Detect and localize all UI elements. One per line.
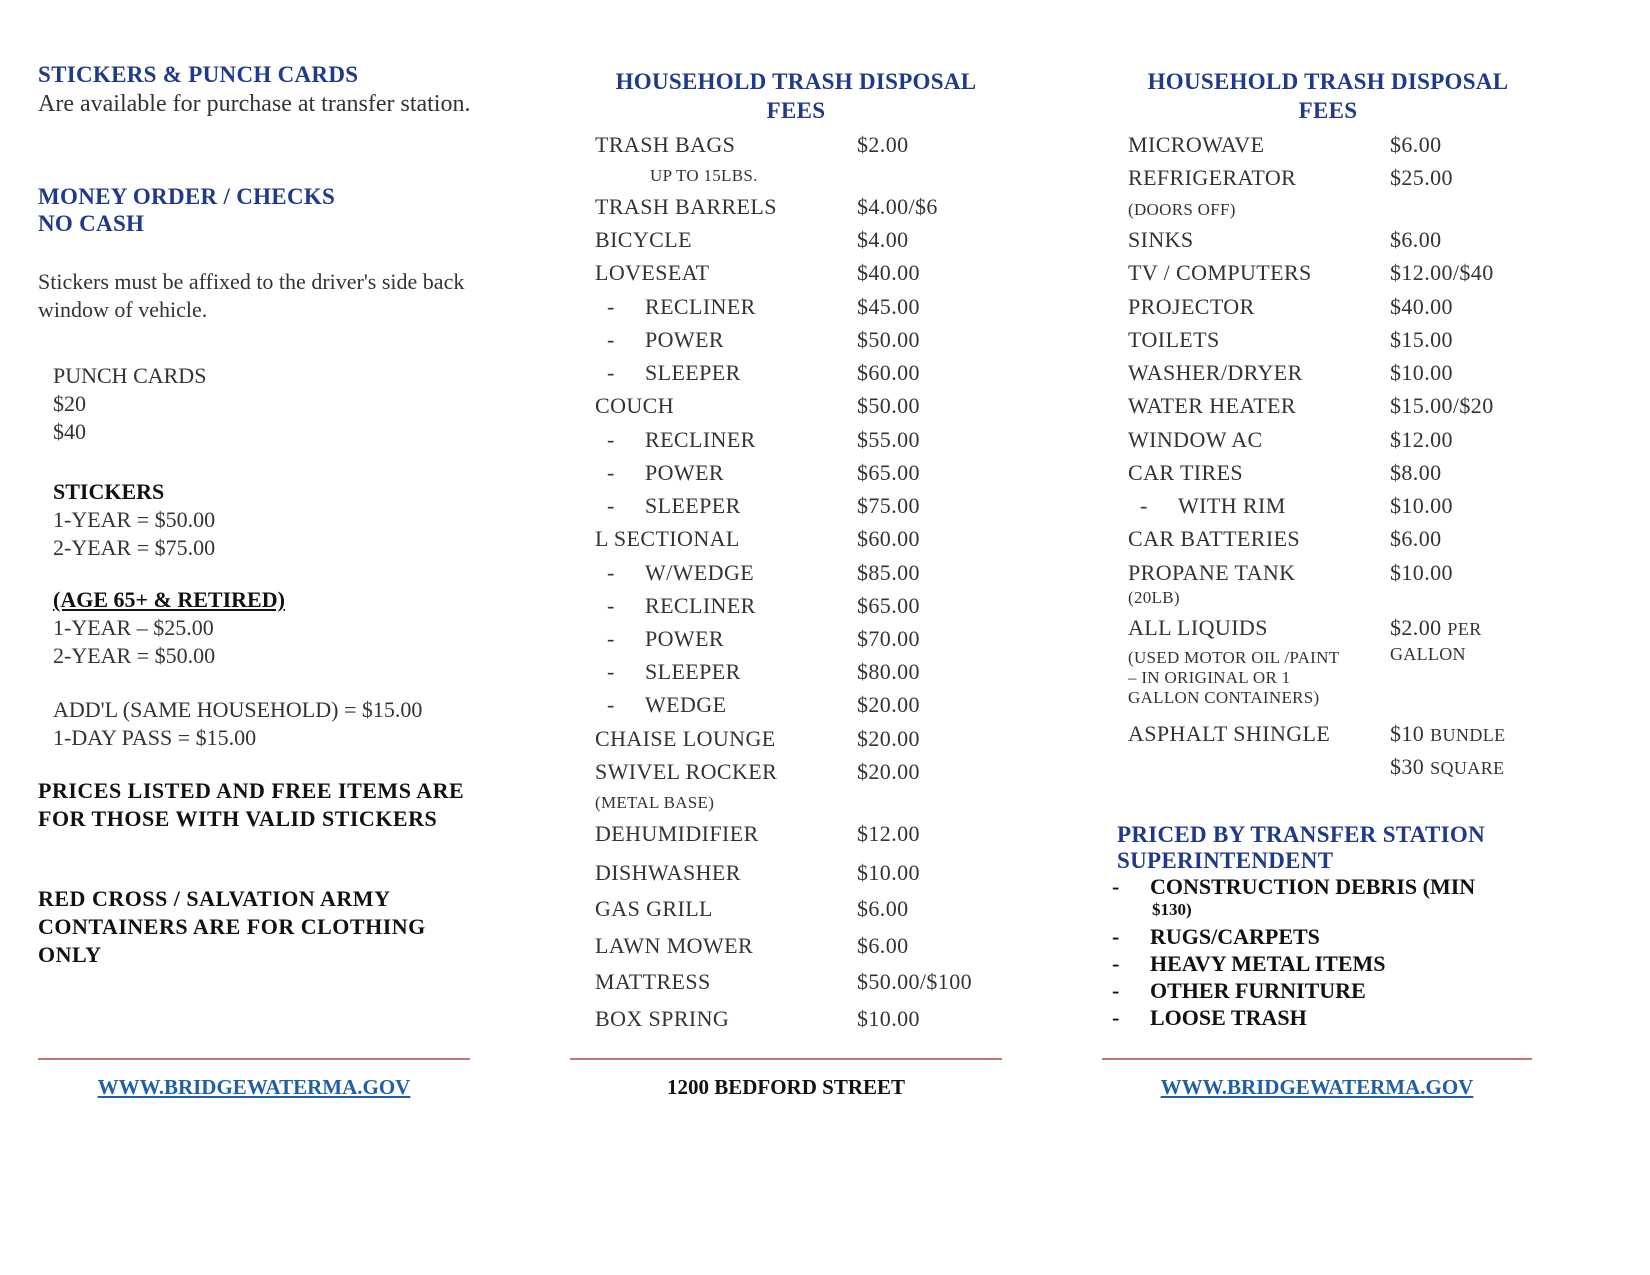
senior-label: (AGE 65+ & RETIRED)	[53, 587, 285, 612]
right-footer[interactable]	[1102, 1075, 1532, 1100]
item-name: CHAISE LOUNGE	[595, 726, 776, 751]
fee-row	[1128, 721, 1506, 747]
sub-item-dash: -	[607, 327, 615, 352]
middle-heading-line-1: HOUSEHOLD TRASH DISPOSAL	[615, 69, 977, 94]
item-price: $50.00	[857, 327, 920, 352]
fee-row	[595, 194, 938, 220]
fee-row	[595, 692, 920, 718]
fee-row	[1128, 294, 1453, 320]
fee-row	[595, 427, 920, 453]
superintendent-item-label: LOOSE TRASH	[1150, 1005, 1307, 1030]
item-name: DEHUMIDIFIER	[595, 821, 759, 846]
item-price: $6.00	[1390, 132, 1442, 157]
item-price: $2.00	[857, 132, 909, 157]
item-price: $8.00	[1390, 460, 1442, 485]
middle-heading-line-2: FEES	[766, 98, 826, 123]
item-price: $10.00	[857, 860, 920, 885]
sub-item-dash: -	[607, 427, 615, 452]
item-name: MICROWAVE	[1128, 132, 1265, 157]
fee-row	[1128, 393, 1494, 419]
liquids-per: PER	[1447, 619, 1482, 639]
fee-row	[595, 526, 920, 552]
bullet-dash: -	[1112, 951, 1120, 976]
item-price: $6.00	[857, 896, 909, 921]
fee-row	[595, 933, 909, 959]
superintendent-item-label: HEAVY METAL ITEMS	[1150, 951, 1386, 976]
item-name: PROPANE TANK	[1128, 560, 1296, 585]
day-pass: 1-DAY PASS = $15.00	[53, 725, 257, 750]
item-price: $65.00	[857, 593, 920, 618]
item-price: $25.00	[1390, 165, 1453, 190]
addl-household: ADD'L (SAME HOUSEHOLD) = $15.00	[53, 697, 423, 722]
item-price: $50.00/$100	[857, 969, 973, 994]
fee-row	[595, 969, 973, 995]
superintendent-item-label: CONSTRUCTION DEBRIS (MIN	[1150, 874, 1476, 899]
senior-price-1: 1-YEAR – $25.00	[53, 615, 214, 640]
item-name: WATER HEATER	[1128, 393, 1296, 418]
item-price: $10.00	[1390, 360, 1453, 385]
fee-row	[1128, 493, 1453, 519]
fee-row	[1128, 427, 1453, 453]
fee-row	[1128, 560, 1453, 586]
item-price: $20.00	[857, 726, 920, 751]
right-heading-line-1: HOUSEHOLD TRASH DISPOSAL	[1147, 69, 1509, 94]
sub-item-dash: -	[607, 294, 615, 319]
item-price: $12.00	[1390, 427, 1453, 452]
item-name: SLEEPER	[645, 659, 741, 684]
liquids-note-3: GALLON CONTAINERS)	[1128, 688, 1320, 707]
fee-row	[595, 860, 920, 886]
available-text: Are available for purchase at transfer station.	[38, 91, 471, 117]
sub-item-dash: -	[607, 360, 615, 385]
item-price: $55.00	[857, 427, 920, 452]
item-price: $40.00	[857, 260, 920, 285]
senior-price-2: 2-YEAR = $50.00	[53, 643, 216, 668]
liquids-note-2: – IN ORIGINAL OR 1	[1128, 668, 1291, 687]
item-name: BICYCLE	[595, 227, 692, 252]
item-price: $40.00	[1390, 294, 1453, 319]
item-name: SWIVEL ROCKER	[595, 759, 778, 784]
item-price: $80.00	[857, 659, 920, 684]
valid-stickers-notice: PRICES LISTED AND FREE ITEMS ARE FOR THOSE WITH VALID STICKERS	[38, 778, 465, 831]
bullet-dash: -	[1112, 1005, 1120, 1030]
item-name: MATTRESS	[595, 969, 711, 994]
middle-divider	[570, 1058, 1002, 1060]
trash-bags-note: UP TO 15LBS.	[650, 166, 758, 185]
item-name: W/WEDGE	[645, 560, 755, 585]
middle-heading	[590, 67, 1002, 125]
punch-price-2: $40	[53, 419, 86, 444]
item-name: GAS GRILL	[595, 896, 713, 921]
item-name: RECLINER	[645, 294, 756, 319]
superintendent-heading: PRICED BY TRANSFER STATION	[1117, 822, 1485, 847]
fee-row	[595, 260, 920, 286]
fee-row	[595, 1006, 920, 1032]
item-name: L SECTIONAL	[595, 526, 740, 551]
item-price: $50.00	[857, 393, 920, 418]
item-price: $10.00	[1390, 493, 1453, 518]
refrigerator-note: (DOORS OFF)	[1128, 200, 1236, 219]
fee-row	[595, 659, 920, 685]
fee-row	[1128, 460, 1442, 486]
fee-row	[595, 493, 920, 519]
no-cash-heading: NO CASH	[38, 211, 145, 236]
fee-row	[595, 460, 920, 486]
superintendent-item	[1112, 951, 1386, 977]
item-price	[1390, 615, 1482, 641]
item-name: COUCH	[595, 393, 675, 418]
liquids-unit: GALLON	[1390, 644, 1466, 664]
item-price: $15.00	[1390, 327, 1453, 352]
item-name: WINDOW AC	[1128, 427, 1263, 452]
fee-row	[595, 821, 920, 847]
item-name: SLEEPER	[645, 493, 741, 518]
item-name: POWER	[645, 626, 724, 651]
superintendent-item-label: RUGS/CARPETS	[1150, 924, 1320, 949]
fee-row	[1128, 526, 1442, 552]
item-price: $10.00	[1390, 560, 1453, 585]
item-name: RECLINER	[645, 427, 756, 452]
fee-row	[595, 626, 920, 652]
item-price: $4.00	[857, 227, 909, 252]
sub-item-dash: -	[607, 560, 615, 585]
sub-item-dash: -	[607, 593, 615, 618]
fee-row	[595, 726, 920, 752]
sub-item-dash: -	[607, 692, 615, 717]
item-price: $45.00	[857, 294, 920, 319]
sticker-note: Stickers must be affixed to the driver's side back window of vehicle.	[38, 269, 465, 322]
item-price: $6.00	[1390, 526, 1442, 551]
item-price: $65.00	[857, 460, 920, 485]
swivel-note: (METAL BASE)	[595, 793, 715, 812]
sticker-price-2: 2-YEAR = $75.00	[53, 535, 216, 560]
sub-item-dash: -	[607, 626, 615, 651]
fee-row	[595, 227, 909, 253]
item-name: ASPHALT SHINGLE	[1128, 721, 1331, 746]
item-price: $20.00	[857, 759, 920, 784]
fee-row	[595, 393, 920, 419]
item-price: $75.00	[857, 493, 920, 518]
item-name: WITH RIM	[1178, 493, 1286, 518]
liquids-note-1: (USED MOTOR OIL /PAINT	[1128, 648, 1340, 667]
bullet-dash: -	[1112, 874, 1120, 899]
item-name: WEDGE	[645, 692, 727, 717]
item-price	[1390, 721, 1506, 747]
square-unit: SQUARE	[1430, 758, 1505, 778]
item-price: $85.00	[857, 560, 920, 585]
clothing-notice: RED CROSS / SALVATION ARMY CONTAINERS ARE FOR CLOTHING ONLY	[38, 886, 426, 967]
min-price: $130)	[1152, 900, 1192, 919]
item-name: PROJECTOR	[1128, 294, 1255, 319]
superintendent-item	[1112, 874, 1475, 900]
item-name: LAWN MOWER	[595, 933, 754, 958]
item-price: $12.00/$40	[1390, 260, 1494, 285]
item-name: TV / COMPUTERS	[1128, 260, 1312, 285]
bullet-dash: -	[1112, 924, 1120, 949]
stickers-label: STICKERS	[53, 479, 165, 504]
website-link[interactable]: WWW.BRIDGEWATERMA.GOV	[97, 1075, 411, 1099]
punch-cards-label: PUNCH CARDS	[53, 363, 207, 388]
fee-row	[1128, 260, 1494, 286]
item-price: $6.00	[1390, 227, 1442, 252]
punch-price-1: $20	[53, 391, 86, 416]
item-price: $20.00	[857, 692, 920, 717]
item-price: $12.00	[857, 821, 920, 846]
fee-row	[595, 294, 920, 320]
fee-row	[595, 759, 920, 785]
item-name: POWER	[645, 460, 724, 485]
superintendent-item	[1112, 924, 1320, 950]
fee-row	[595, 896, 909, 922]
left-divider	[38, 1058, 470, 1060]
fee-row	[1128, 227, 1442, 253]
right-heading-line-2: FEES	[1298, 98, 1358, 123]
item-name: REFRIGERATOR	[1128, 165, 1297, 190]
fee-row	[1128, 132, 1442, 158]
website-link[interactable]: WWW.BRIDGEWATERMA.GOV	[1160, 1075, 1474, 1099]
money-heading: MONEY ORDER / CHECKS	[38, 184, 336, 209]
item-price: $10.00	[857, 1006, 920, 1031]
sub-item-dash: -	[607, 460, 615, 485]
liquids-price: $2.00	[1390, 615, 1442, 640]
item-name: CAR TIRES	[1128, 460, 1244, 485]
item-name: SLEEPER	[645, 360, 741, 385]
fee-row	[595, 132, 909, 158]
item-name: SINKS	[1128, 227, 1194, 252]
sub-item-dash: -	[1140, 493, 1148, 518]
fee-row	[595, 593, 920, 619]
bundle-unit: BUNDLE	[1430, 725, 1506, 745]
right-heading	[1122, 67, 1534, 125]
item-name: RECLINER	[645, 593, 756, 618]
bundle-price: $10	[1390, 721, 1425, 746]
item-price: $4.00/$6	[857, 194, 938, 219]
superintendent-item	[1112, 978, 1366, 1004]
item-price: $60.00	[857, 360, 920, 385]
item-name: POWER	[645, 327, 724, 352]
fee-row	[1128, 165, 1453, 191]
left-footer[interactable]	[38, 1075, 470, 1100]
fee-row	[1128, 360, 1453, 386]
sticker-price-1: 1-YEAR = $50.00	[53, 507, 216, 532]
item-name: BOX SPRING	[595, 1006, 730, 1031]
item-name: CAR BATTERIES	[1128, 526, 1301, 551]
sub-item-dash: -	[607, 493, 615, 518]
item-price: $60.00	[857, 526, 920, 551]
superintendent-item-label: OTHER FURNITURE	[1150, 978, 1366, 1003]
superintendent-heading-2: SUPERINTENDENT	[1117, 848, 1334, 873]
item-price: $6.00	[857, 933, 909, 958]
fee-row	[1128, 615, 1482, 641]
fee-row	[1128, 327, 1453, 353]
fee-row	[595, 360, 920, 386]
fee-row	[595, 560, 920, 586]
bullet-dash: -	[1112, 978, 1120, 1003]
item-name: TOILETS	[1128, 327, 1220, 352]
item-name: TRASH BAGS	[595, 132, 736, 157]
stickers-heading: STICKERS & PUNCH CARDS	[38, 62, 359, 87]
item-name: WASHER/DRYER	[1128, 360, 1303, 385]
propane-note: (20LB)	[1128, 588, 1180, 607]
item-name: TRASH BARRELS	[595, 194, 777, 219]
right-divider	[1102, 1058, 1532, 1060]
fee-row	[595, 327, 920, 353]
square-price-row	[1390, 754, 1505, 780]
item-name: LOVESEAT	[595, 260, 710, 285]
square-price: $30	[1390, 754, 1425, 779]
item-price: $15.00/$20	[1390, 393, 1494, 418]
item-price: $70.00	[857, 626, 920, 651]
sub-item-dash: -	[607, 659, 615, 684]
item-name: DISHWASHER	[595, 860, 741, 885]
superintendent-item	[1112, 1005, 1307, 1031]
address-footer: 1200 BEDFORD STREET	[666, 1075, 906, 1099]
item-name: ALL LIQUIDS	[1128, 615, 1268, 640]
